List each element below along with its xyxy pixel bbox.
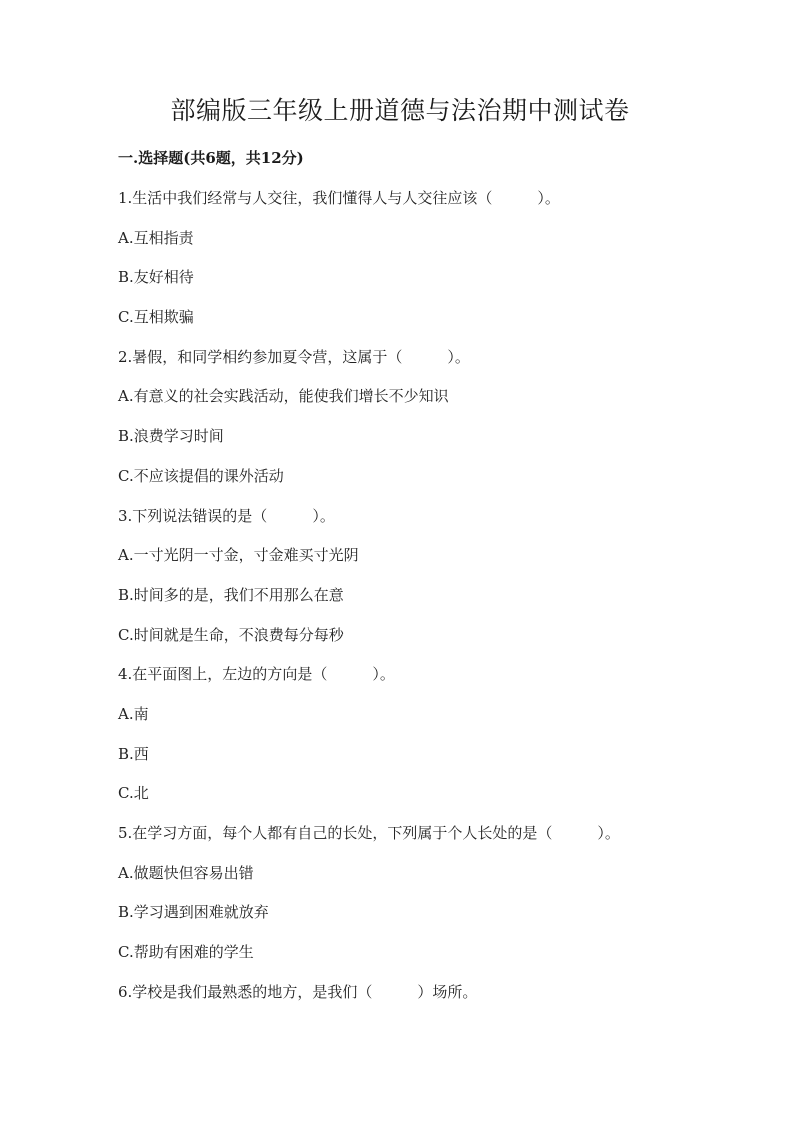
question-1-option-c: C.互相欺骗 bbox=[118, 308, 194, 326]
question-4-option-a: A.南 bbox=[118, 705, 149, 723]
section-heading: 一.选择题(共6题，共12分) bbox=[118, 149, 304, 167]
question-2-option-a: A.有意义的社会实践活动，能使我们增长不少知识 bbox=[118, 387, 449, 405]
question-5-option-a: A.做题快但容易出错 bbox=[118, 864, 254, 882]
question-3-option-c: C.时间就是生命，不浪费每分每秒 bbox=[118, 626, 344, 644]
question-4-stem: 4.在平面图上，左边的方向是（ ）。 bbox=[118, 665, 395, 683]
question-1-option-b: B.友好相待 bbox=[118, 268, 194, 286]
question-5-stem: 5.在学习方面，每个人都有自己的长处，下列属于个人长处的是（ ）。 bbox=[118, 824, 620, 842]
question-5-option-b: B.学习遇到困难就放弃 bbox=[118, 903, 269, 921]
question-2-option-b: B.浪费学习时间 bbox=[118, 427, 224, 445]
question-3-option-b: B.时间多的是，我们不用那么在意 bbox=[118, 586, 344, 604]
question-2-stem: 2.暑假，和同学相约参加夏令营，这属于（ ）。 bbox=[118, 348, 470, 366]
question-1-option-a: A.互相指责 bbox=[118, 229, 194, 247]
question-5-option-c: C.帮助有困难的学生 bbox=[118, 943, 254, 961]
question-4-option-b: B.西 bbox=[118, 745, 149, 763]
question-1-stem: 1.生活中我们经常与人交往，我们懂得人与人交往应该（ ）。 bbox=[118, 189, 560, 207]
question-6-stem: 6.学校是我们最熟悉的地方，是我们（ ）场所。 bbox=[118, 983, 478, 1001]
question-2-option-c: C.不应该提倡的课外活动 bbox=[118, 467, 284, 485]
page-title: 部编版三年级上册道德与法治期中测试卷 bbox=[170, 96, 630, 125]
question-4-option-c: C.北 bbox=[118, 784, 149, 802]
question-3-option-a: A.一寸光阴一寸金，寸金难买寸光阴 bbox=[118, 546, 359, 564]
question-3-stem: 3.下列说法错误的是（ ）。 bbox=[118, 507, 335, 525]
